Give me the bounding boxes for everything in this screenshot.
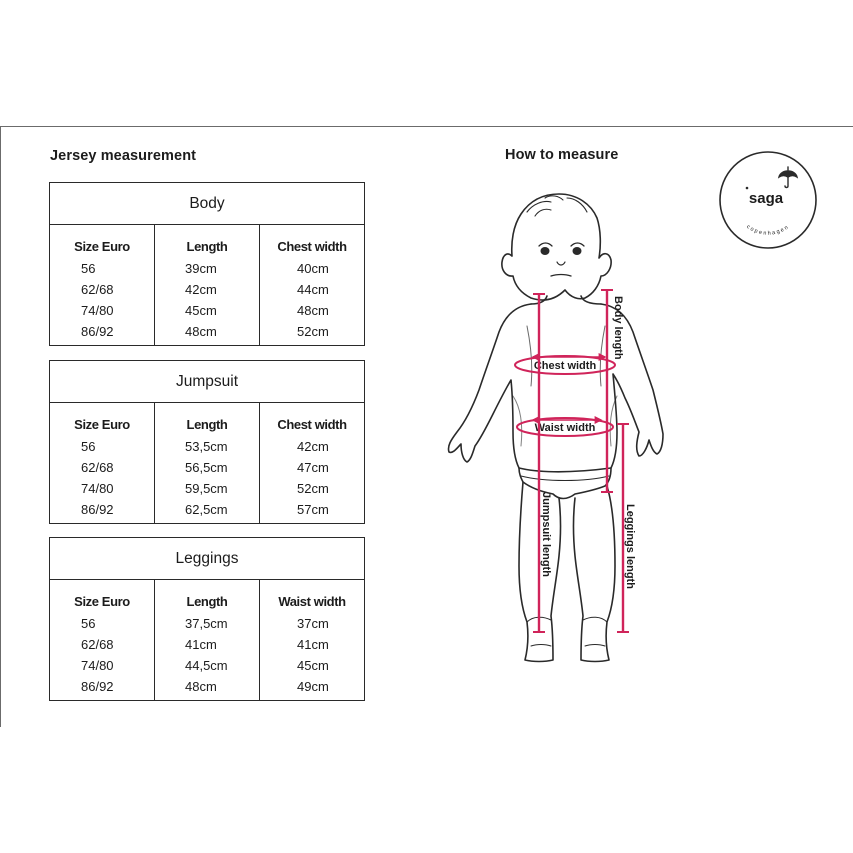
child-right-leg: [574, 486, 616, 662]
table-cell: 74/80: [81, 481, 114, 496]
table-cell: 86/92: [81, 502, 114, 517]
table-cell: 86/92: [81, 679, 114, 694]
table-cell: 57cm: [297, 502, 329, 517]
table-cell: 53,5cm: [185, 439, 228, 454]
table-cell: 74/80: [81, 303, 114, 318]
column-header: Length: [186, 417, 228, 432]
table-cell: 47cm: [297, 460, 329, 475]
child-torso: [448, 304, 531, 468]
table-cell: 39cm: [185, 261, 217, 276]
table-cell: 74/80: [81, 658, 114, 673]
leggings-length-label: Leggings length: [624, 504, 636, 589]
width-column: [259, 225, 364, 345]
logo-wordmark: saga: [748, 190, 784, 207]
jumpsuit-size-table: [49, 360, 365, 524]
child-measurement-diagram: [435, 176, 665, 676]
table-cell: 48cm: [185, 679, 217, 694]
table-cell: 44,5cm: [185, 658, 228, 673]
column-header: Length: [186, 594, 228, 609]
table-title: Jumpsuit: [50, 361, 364, 403]
table-cell: 42cm: [297, 439, 329, 454]
size-column: [50, 225, 154, 345]
table-cell: 40cm: [297, 261, 329, 276]
table-cell: 52cm: [297, 324, 329, 339]
table-cell: 62/68: [81, 460, 114, 475]
size-column: [50, 403, 154, 523]
table-title: Body: [50, 183, 364, 225]
table-cell: 37cm: [297, 616, 329, 631]
table-cell: 56,5cm: [185, 460, 228, 475]
child-head: [502, 194, 611, 300]
table-cell: 52cm: [297, 481, 329, 496]
waist-width-label: Waist width: [534, 422, 596, 434]
leggings-size-table: [49, 537, 365, 701]
table-cell: 44cm: [297, 282, 329, 297]
size-column: [50, 580, 154, 700]
table-cell: 86/92: [81, 324, 114, 339]
table-cell: 48cm: [297, 303, 329, 318]
saga-logo: [718, 150, 818, 250]
table-cell: 56: [81, 616, 96, 631]
column-header: Chest width: [277, 417, 347, 432]
width-column: [259, 580, 364, 700]
logo-tagline: copenhagen: [745, 223, 791, 237]
column-header: Size Euro: [74, 417, 130, 432]
width-column: [259, 403, 364, 523]
table-title: Leggings: [50, 538, 364, 580]
body-length-label: Body length: [612, 296, 624, 360]
table-cell: 56: [81, 439, 96, 454]
jumpsuit-length-label: Jumpsuit length: [540, 492, 552, 577]
table-cell: 41cm: [185, 637, 217, 652]
table-cell: 41cm: [297, 637, 329, 652]
table-cell: 62/68: [81, 282, 114, 297]
length-column: [154, 225, 259, 345]
measurement-overlay: [515, 290, 636, 632]
jersey-measurement-heading: Jersey measurement: [50, 148, 197, 164]
column-header: Chest width: [277, 239, 347, 254]
body-size-table: [49, 182, 365, 346]
table-cell: 62/68: [81, 637, 114, 652]
table-cell: 56: [81, 261, 96, 276]
table-cell: 42cm: [185, 282, 217, 297]
chest-width-label: Chest width: [533, 360, 597, 372]
child-diaper: [519, 468, 611, 499]
column-header: Size Euro: [74, 594, 130, 609]
column-header: Length: [186, 239, 228, 254]
table-cell: 48cm: [185, 324, 217, 339]
table-cell: 49cm: [297, 679, 329, 694]
length-column: [154, 580, 259, 700]
table-cell: 45cm: [185, 303, 217, 318]
table-cell: 45cm: [297, 658, 329, 673]
table-cell: 37,5cm: [185, 616, 228, 631]
table-cell: 59,5cm: [185, 481, 228, 496]
column-header: Waist width: [278, 594, 346, 609]
how-to-measure-heading: How to measure: [505, 147, 619, 163]
length-column: [154, 403, 259, 523]
table-cell: 62,5cm: [185, 502, 228, 517]
column-header: Size Euro: [74, 239, 130, 254]
